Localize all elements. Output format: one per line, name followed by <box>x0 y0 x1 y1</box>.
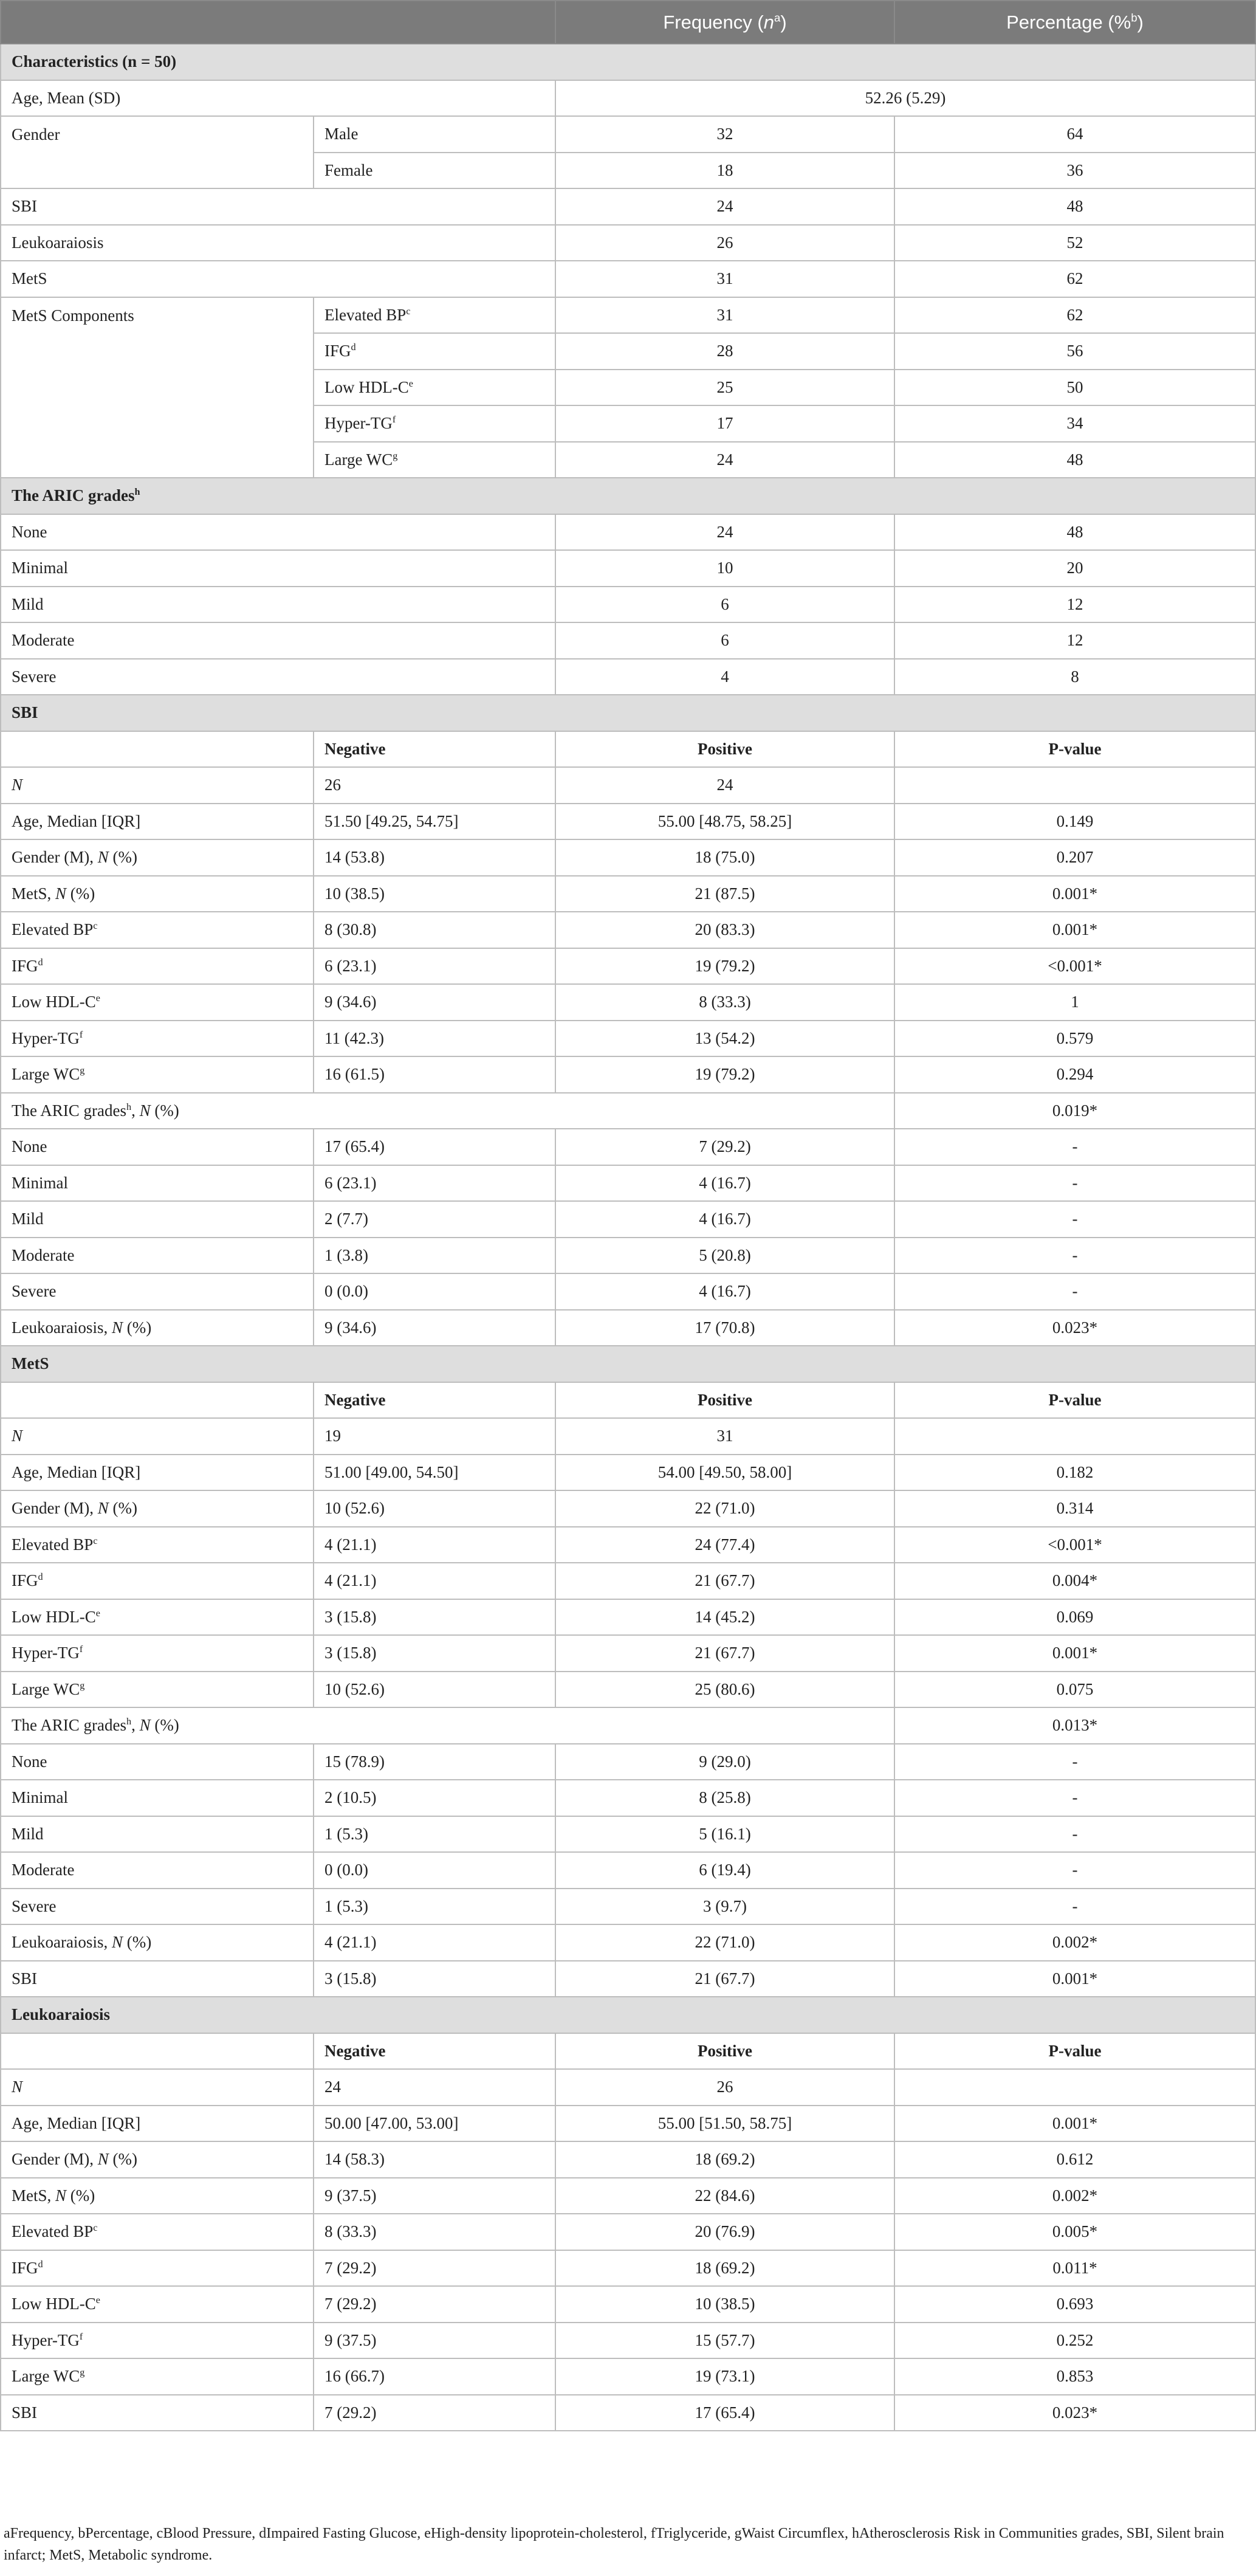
cell-positive: 20 (83.3) <box>555 912 894 948</box>
col-positive: Positive <box>555 731 894 768</box>
cell-negative: 0 (0.0) <box>314 1852 555 1889</box>
cell-percentage: 12 <box>894 622 1255 659</box>
cell-pvalue: 0.149 <box>894 804 1255 840</box>
row-label: Age, Mean (SD) <box>1 80 555 117</box>
table-row <box>1 116 1255 153</box>
table-row <box>1 1816 1255 1853</box>
table-row <box>1 1707 1255 1744</box>
cell-pvalue <box>894 767 1255 804</box>
table-row <box>1 1455 1255 1491</box>
cell-positive: 21 (67.7) <box>555 1961 894 1997</box>
cell-frequency: 31 <box>555 297 894 334</box>
row-label: SBI <box>1 2395 314 2431</box>
cell-positive: 19 (73.1) <box>555 2358 894 2395</box>
row-label: IFG$^d$ <box>1 948 314 985</box>
table-row <box>1 839 1255 876</box>
cell-positive: 21 (67.7) <box>555 1635 894 1672</box>
row-label: N <box>1 2069 314 2106</box>
row-label: Age, Median [IQR] <box>1 804 314 840</box>
row-label: Hyper-$TG^f$ <box>1 1635 314 1672</box>
cell-percentage: 12 <box>894 587 1255 623</box>
cell-pvalue <box>894 2069 1255 2106</box>
cell-negative: 7 (29.2) <box>314 2395 555 2431</box>
row-sublabel: Female <box>314 153 555 189</box>
cell-pvalue: - <box>894 1165 1255 1202</box>
cell-frequency: 26 <box>555 225 894 261</box>
cell-positive: 6 (19.4) <box>555 1852 894 1889</box>
table-row <box>1 550 1255 587</box>
cell-positive: 22 (71.0) <box>555 1924 894 1961</box>
cell-positive: 18 (69.2) <box>555 2250 894 2287</box>
cell-negative: 9 (34.6) <box>314 984 555 1021</box>
cell-pvalue: 0.005* <box>894 2214 1255 2250</box>
cell-negative: 26 <box>314 767 555 804</box>
cell-negative: 14 (58.3) <box>314 2141 555 2178</box>
cell-pvalue: - <box>894 1129 1255 1165</box>
table-row <box>1 984 1255 1021</box>
row-sublabel: Large $WC^g$ <box>314 442 555 478</box>
cell-negative: 9 (34.6) <box>314 1310 555 1346</box>
table-row <box>1 2106 1255 2142</box>
cell-frequency: 31 <box>555 261 894 297</box>
table-row <box>1 1852 1255 1889</box>
row-label: SBI <box>1 188 555 225</box>
table-footnote: aFrequency, bPercentage, cBlood Pressure, dImpaired Fasting Glucose, eHigh-density lipoprotein-cholesterol, fTriglyceride, gWaist Circumflex, hAtherosclerosis Risk in Communities grades, SBI, Silent brain infarct; MetS, Metabolic syndrome. <box>4 2526 1224 2563</box>
row-label: Leukoaraiosis, N (%) <box>1 1310 314 1346</box>
cell-frequency: 18 <box>555 153 894 189</box>
section-leukoaraiosis <box>1 1997 1255 2033</box>
cell-negative: 51.00 [49.00, 54.50] <box>314 1455 555 1491</box>
cell-pvalue: 0.853 <box>894 2358 1255 2395</box>
table-row <box>1 659 1255 695</box>
cell-negative: 6 (23.1) <box>314 948 555 985</box>
cell-negative: 1 (3.8) <box>314 1238 555 1274</box>
table-row <box>1 804 1255 840</box>
cell-pvalue: - <box>894 1816 1255 1853</box>
row-label: Gender (M), N (%) <box>1 1490 314 1527</box>
row-label: The ARIC grades$^h$, N (%) <box>1 1707 894 1744</box>
table-row <box>1 2358 1255 2395</box>
cell-frequency: 10 <box>555 550 894 587</box>
row-label: Low HDL-Ce <box>1 1599 314 1636</box>
row-label: Large $WC^g$ <box>1 2358 314 2395</box>
table-row <box>1 1889 1255 1925</box>
cell-pvalue: 0.019* <box>894 1093 1255 1129</box>
subheader-row <box>1 2033 1255 2070</box>
cell-pvalue: 0.002* <box>894 1924 1255 1961</box>
table-row <box>1 1563 1255 1599</box>
cell-pvalue: <0.001* <box>894 1527 1255 1563</box>
table-row <box>1 767 1255 804</box>
cell-positive: 9 (29.0) <box>555 1744 894 1780</box>
header-frequency: Frequency $(n^a)$ <box>555 1 894 44</box>
cell-percentage: 36 <box>894 153 1255 189</box>
cell-percentage: 8 <box>894 659 1255 695</box>
row-label: IFG$^d$ <box>1 2250 314 2287</box>
cell-frequency: 4 <box>555 659 894 695</box>
cell-positive: 24 (77.4) <box>555 1527 894 1563</box>
header-percentage: Percentage (%$^b$) <box>894 1 1255 44</box>
row-label: Age, Median [IQR] <box>1 1455 314 1491</box>
table-row <box>1 80 1255 117</box>
table-row <box>1 1672 1255 1708</box>
cell-negative: 8 (30.8) <box>314 912 555 948</box>
cell-negative: 9 (37.5) <box>314 2323 555 2359</box>
cell-positive: 19 (79.2) <box>555 1056 894 1093</box>
row-label: Leukoaraiosis <box>1 225 555 261</box>
cell-negative: 14 (53.8) <box>314 839 555 876</box>
row-label: Severe <box>1 1889 314 1925</box>
cell-positive: 19 (79.2) <box>555 948 894 985</box>
cell-pvalue: 0.612 <box>894 2141 1255 2178</box>
cell-frequency: 6 <box>555 587 894 623</box>
cell-positive: 4 (16.7) <box>555 1201 894 1238</box>
table-row <box>1 261 1255 297</box>
cell-negative: 10 (52.6) <box>314 1672 555 1708</box>
cell-pvalue: 0.001* <box>894 1961 1255 1997</box>
table-row <box>1 297 1255 334</box>
row-sublabel: Low HDL-Ce <box>314 370 555 406</box>
cell-positive: 17 (65.4) <box>555 2395 894 2431</box>
table-row <box>1 1310 1255 1346</box>
row-label: N <box>1 767 314 804</box>
cell-negative: 50.00 [47.00, 53.00] <box>314 2106 555 2142</box>
table-row <box>1 912 1255 948</box>
cell-positive: 4 (16.7) <box>555 1273 894 1310</box>
cell-frequency: 24 <box>555 514 894 551</box>
cell-pvalue: 0.001* <box>894 2106 1255 2142</box>
row-label: Low HDL-Ce <box>1 984 314 1021</box>
row-label: MetS Components <box>1 297 314 478</box>
cell-negative: 7 (29.2) <box>314 2286 555 2323</box>
table-row <box>1 587 1255 623</box>
cell-percentage: 20 <box>894 550 1255 587</box>
row-sublabel: IFG$^d$ <box>314 333 555 370</box>
row-label: Low HDL-Ce <box>1 2286 314 2323</box>
table-row <box>1 2395 1255 2431</box>
cell-frequency: 32 <box>555 116 894 153</box>
cell-percentage: 62 <box>894 261 1255 297</box>
cell-percentage: 62 <box>894 297 1255 334</box>
row-label: IFG$^d$ <box>1 1563 314 1599</box>
cell-pvalue: 0.023* <box>894 1310 1255 1346</box>
cell-percentage: 52 <box>894 225 1255 261</box>
table-row <box>1 225 1255 261</box>
cell-frequency: 28 <box>555 333 894 370</box>
blank-cell <box>1 2033 314 2070</box>
section-title: The ARIC grades$^h$ <box>1 478 1255 514</box>
cell-positive: 21 (67.7) <box>555 1563 894 1599</box>
section-title: SBI <box>1 695 1255 731</box>
cell-negative: 16 (61.5) <box>314 1056 555 1093</box>
blank-cell <box>1 731 314 768</box>
section-title: MetS <box>1 1346 1255 1382</box>
section-aric <box>1 478 1255 514</box>
cell-pvalue: 0.001* <box>894 912 1255 948</box>
cell-positive: 55.00 [48.75, 58.25] <box>555 804 894 840</box>
cell-pvalue: - <box>894 1744 1255 1780</box>
cell-negative: 10 (38.5) <box>314 876 555 912</box>
row-label: Minimal <box>1 550 555 587</box>
cell-positive: 22 (84.6) <box>555 2178 894 2214</box>
row-label: None <box>1 1744 314 1780</box>
table-row <box>1 948 1255 985</box>
row-label: Elevated $BP^c$ <box>1 912 314 948</box>
cell-pvalue: - <box>894 1852 1255 1889</box>
table-row <box>1 1238 1255 1274</box>
table-row <box>1 2250 1255 2287</box>
table-row <box>1 1961 1255 1997</box>
cell-negative: 19 <box>314 1418 555 1455</box>
row-label: None <box>1 514 555 551</box>
cell-pvalue: 0.002* <box>894 2178 1255 2214</box>
cell-pvalue: - <box>894 1238 1255 1274</box>
row-label: Mild <box>1 1201 314 1238</box>
row-label: Leukoaraiosis, N (%) <box>1 1924 314 1961</box>
table-row <box>1 1635 1255 1672</box>
cell-pvalue: 1 <box>894 984 1255 1021</box>
row-label: Minimal <box>1 1165 314 1202</box>
table-row <box>1 1418 1255 1455</box>
cell-negative: 24 <box>314 2069 555 2106</box>
cell-negative: 16 (66.7) <box>314 2358 555 2395</box>
cell-positive: 17 (70.8) <box>555 1310 894 1346</box>
cell-pvalue: 0.023* <box>894 2395 1255 2431</box>
row-label: MetS, N (%) <box>1 2178 314 2214</box>
cell-pvalue: 0.252 <box>894 2323 1255 2359</box>
table-row <box>1 1201 1255 1238</box>
blank-cell <box>1 1382 314 1419</box>
row-label: The ARIC grades$^h$, N (%) <box>1 1093 894 1129</box>
section-characteristics <box>1 44 1255 80</box>
cell-negative: 1 (5.3) <box>314 1889 555 1925</box>
table-row <box>1 2214 1255 2250</box>
col-positive: Positive <box>555 2033 894 2070</box>
cell-negative: 4 (21.1) <box>314 1527 555 1563</box>
row-label: Severe <box>1 1273 314 1310</box>
cell-percentage: 48 <box>894 188 1255 225</box>
row-label: Age, Median [IQR] <box>1 2106 314 2142</box>
cell-positive: 10 (38.5) <box>555 2286 894 2323</box>
cell-frequency: 24 <box>555 442 894 478</box>
col-pvalue: P-value <box>894 2033 1255 2070</box>
cell-positive: 5 (20.8) <box>555 1238 894 1274</box>
cell-negative: 3 (15.8) <box>314 1961 555 1997</box>
cell-positive: 18 (75.0) <box>555 839 894 876</box>
cell-positive: 24 <box>555 767 894 804</box>
table-row <box>1 188 1255 225</box>
cell-negative: 2 (7.7) <box>314 1201 555 1238</box>
cell-negative: 0 (0.0) <box>314 1273 555 1310</box>
cell-pvalue: 0.004* <box>894 1563 1255 1599</box>
section-title: Characteristics (n = 50) <box>1 44 1255 80</box>
table-row <box>1 1093 1255 1129</box>
table-row <box>1 2323 1255 2359</box>
cell-pvalue: 0.207 <box>894 839 1255 876</box>
cell-positive: 7 (29.2) <box>555 1129 894 1165</box>
col-negative: Negative <box>314 2033 555 2070</box>
cell-pvalue: 0.011* <box>894 2250 1255 2287</box>
row-label: Severe <box>1 659 555 695</box>
row-label: SBI <box>1 1961 314 1997</box>
cell-pvalue: 0.294 <box>894 1056 1255 1093</box>
cell-frequency: 6 <box>555 622 894 659</box>
cell-positive: 22 (71.0) <box>555 1490 894 1527</box>
cell-negative: 8 (33.3) <box>314 2214 555 2250</box>
table-row <box>1 876 1255 912</box>
table-row <box>1 1273 1255 1310</box>
cell-percentage: 48 <box>894 442 1255 478</box>
cell-pvalue: - <box>894 1780 1255 1816</box>
cell-value: 52.26 (5.29) <box>555 80 1255 117</box>
row-label: Elevated $BP^c$ <box>1 1527 314 1563</box>
table-row <box>1 2069 1255 2106</box>
col-positive: Positive <box>555 1382 894 1419</box>
table-row <box>1 1599 1255 1636</box>
row-label: MetS <box>1 261 555 297</box>
cell-negative: 10 (52.6) <box>314 1490 555 1527</box>
cell-negative: 51.50 [49.25, 54.75] <box>314 804 555 840</box>
cell-frequency: 17 <box>555 405 894 442</box>
row-label: N <box>1 1418 314 1455</box>
cell-negative: 4 (21.1) <box>314 1563 555 1599</box>
cell-frequency: 25 <box>555 370 894 406</box>
row-label: Moderate <box>1 1238 314 1274</box>
cell-positive: 13 (54.2) <box>555 1021 894 1057</box>
cell-positive: 8 (25.8) <box>555 1780 894 1816</box>
cell-negative: 11 (42.3) <box>314 1021 555 1057</box>
cell-positive: 55.00 [51.50, 58.75] <box>555 2106 894 2142</box>
row-label: Hyper-$TG^f$ <box>1 1021 314 1057</box>
row-label: Hyper-$TG^f$ <box>1 2323 314 2359</box>
table-row <box>1 1924 1255 1961</box>
table-row <box>1 2286 1255 2323</box>
header-blank <box>1 1 555 44</box>
cell-percentage: 64 <box>894 116 1255 153</box>
cell-negative: 2 (10.5) <box>314 1780 555 1816</box>
cell-pvalue: 0.001* <box>894 1635 1255 1672</box>
subheader-row <box>1 731 1255 768</box>
col-negative: Negative <box>314 1382 555 1419</box>
cell-negative: 15 (78.9) <box>314 1744 555 1780</box>
row-label: Mild <box>1 587 555 623</box>
row-sublabel: Elevated $BP^c$ <box>314 297 555 334</box>
cell-pvalue: 0.013* <box>894 1707 1255 1744</box>
cell-negative: 4 (21.1) <box>314 1924 555 1961</box>
table-row <box>1 1129 1255 1165</box>
table-row <box>1 1056 1255 1093</box>
cell-percentage: 56 <box>894 333 1255 370</box>
table-row <box>1 1780 1255 1816</box>
table-row <box>1 622 1255 659</box>
table-row <box>1 1744 1255 1780</box>
table-row <box>1 1527 1255 1563</box>
cell-positive: 21 (87.5) <box>555 876 894 912</box>
col-pvalue: P-value <box>894 1382 1255 1419</box>
cell-positive: 15 (57.7) <box>555 2323 894 2359</box>
row-label: Large $WC^g$ <box>1 1056 314 1093</box>
cell-pvalue: - <box>894 1273 1255 1310</box>
cell-pvalue <box>894 1418 1255 1455</box>
cell-pvalue: - <box>894 1889 1255 1925</box>
cell-positive: 4 (16.7) <box>555 1165 894 1202</box>
cell-pvalue: 0.182 <box>894 1455 1255 1491</box>
cell-pvalue: - <box>894 1201 1255 1238</box>
cell-percentage: 34 <box>894 405 1255 442</box>
cell-negative: 9 (37.5) <box>314 2178 555 2214</box>
row-label: None <box>1 1129 314 1165</box>
cell-positive: 14 (45.2) <box>555 1599 894 1636</box>
section-title: Leukoaraiosis <box>1 1997 1255 2033</box>
cell-negative: 7 (29.2) <box>314 2250 555 2287</box>
row-label: Moderate <box>1 1852 314 1889</box>
section-sbi <box>1 695 1255 731</box>
row-label: Elevated $BP^c$ <box>1 2214 314 2250</box>
cell-positive: 31 <box>555 1418 894 1455</box>
row-label: Gender <box>1 116 314 188</box>
cell-pvalue: 0.693 <box>894 2286 1255 2323</box>
cell-positive: 25 (80.6) <box>555 1672 894 1708</box>
table-row <box>1 1165 1255 1202</box>
table-row <box>1 2178 1255 2214</box>
row-sublabel: Male <box>314 116 555 153</box>
cell-positive: 5 (16.1) <box>555 1816 894 1853</box>
table-row <box>1 514 1255 551</box>
cell-negative: 3 (15.8) <box>314 1599 555 1636</box>
col-negative: Negative <box>314 731 555 768</box>
row-label: Large $WC^g$ <box>1 1672 314 1708</box>
cell-frequency: 24 <box>555 188 894 225</box>
subheader-row <box>1 1382 1255 1419</box>
cell-pvalue: 0.001* <box>894 876 1255 912</box>
row-sublabel: Hyper-$TG^f$ <box>314 405 555 442</box>
cell-positive: 3 (9.7) <box>555 1889 894 1925</box>
cell-pvalue: 0.314 <box>894 1490 1255 1527</box>
table-row <box>1 1490 1255 1527</box>
row-label: MetS, N (%) <box>1 876 314 912</box>
cell-percentage: 50 <box>894 370 1255 406</box>
cell-positive: 8 (33.3) <box>555 984 894 1021</box>
cell-positive: 18 (69.2) <box>555 2141 894 2178</box>
cell-pvalue: <0.001* <box>894 948 1255 985</box>
row-label: Moderate <box>1 622 555 659</box>
cell-negative: 1 (5.3) <box>314 1816 555 1853</box>
cell-negative: 6 (23.1) <box>314 1165 555 1202</box>
cell-pvalue: 0.069 <box>894 1599 1255 1636</box>
cell-negative: 3 (15.8) <box>314 1635 555 1672</box>
cell-positive: 26 <box>555 2069 894 2106</box>
section-mets <box>1 1346 1255 1382</box>
table-row <box>1 2141 1255 2178</box>
table-row <box>1 1021 1255 1057</box>
cell-negative: 17 (65.4) <box>314 1129 555 1165</box>
row-label: Gender (M), N (%) <box>1 839 314 876</box>
row-label: Mild <box>1 1816 314 1853</box>
cell-pvalue: 0.579 <box>894 1021 1255 1057</box>
cell-positive: 54.00 [49.50, 58.00] <box>555 1455 894 1491</box>
row-label: Gender (M), N (%) <box>1 2141 314 2178</box>
cell-positive: 20 (76.9) <box>555 2214 894 2250</box>
row-label: Minimal <box>1 1780 314 1816</box>
col-pvalue: P-value <box>894 731 1255 768</box>
cell-percentage: 48 <box>894 514 1255 551</box>
cell-pvalue: 0.075 <box>894 1672 1255 1708</box>
table-header <box>1 1 1255 44</box>
